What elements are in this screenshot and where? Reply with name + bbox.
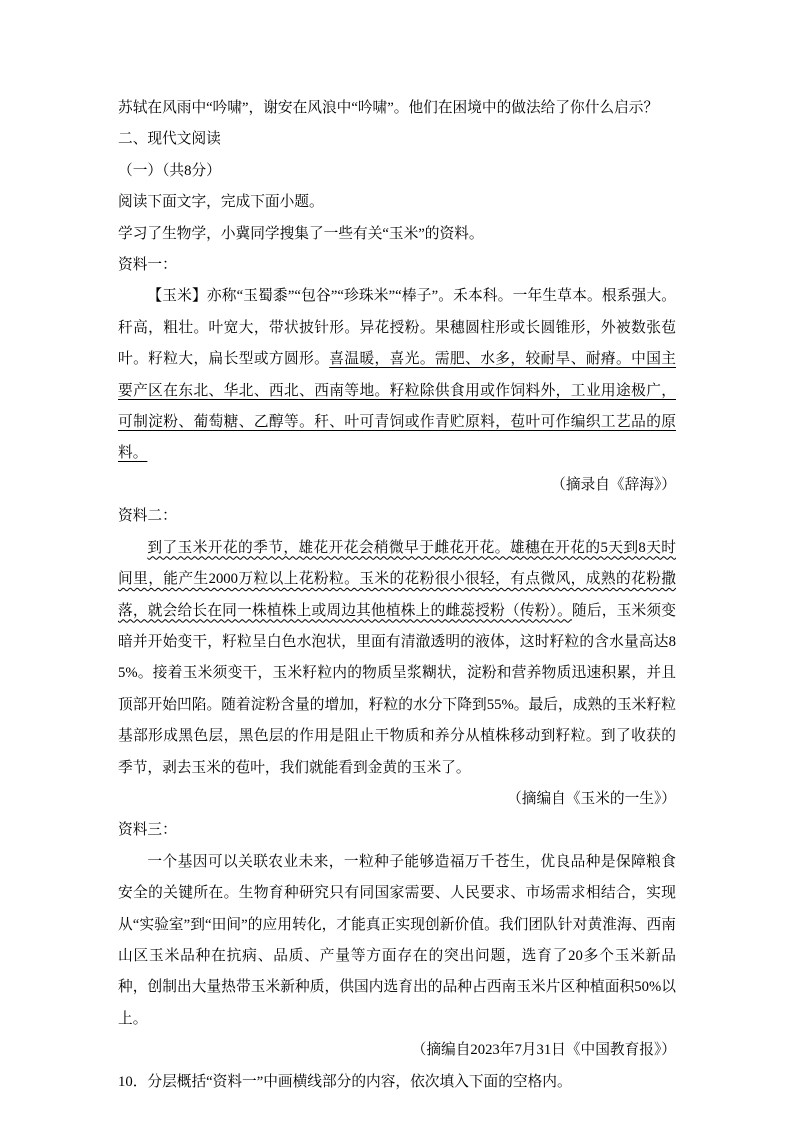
section-heading: 二、现代文阅读 (118, 131, 221, 148)
material-two-label: 资料二： (118, 508, 177, 525)
subsection-heading: （一）（共8分） (118, 162, 221, 179)
material-two-wavy-text: 到了玉米开花的季节，雄花开花会稍微早于雌花开花。雄穗在开花的5天到8天时间里，能产生2000万粒以上花粉粒。玉米的花粉很小很轻，有点微风，成熟的花粉撒落，就会给长在同一株植株上或周边其他植株上的雌蕊授粉（传粉）。 (118, 539, 676, 619)
material-one-label: 资料一： (118, 257, 177, 274)
material-one-paragraph (118, 281, 676, 469)
material-one-underlined-text: 喜温暖，喜光。需肥、水多，较耐旱、耐瘠。中国主要产区在东北、华北、西北、西南等地。籽粒除供食用或作饲料外，工业用途极广，可制淀粉、葡萄糖、乙醇等。秆、叶可青饲或作青贮原料，苞叶可作编织工艺品的原料。 (118, 351, 676, 462)
intro-question: 苏轼在风雨中“吟啸”，谢安在风浪中“吟啸”。他们在困境中的做法给了你什么启示？ (118, 100, 659, 116)
material-two-source: （摘编自《玉米的一生》） (507, 790, 676, 807)
material-one-normal-text: 【玉米】亦称“玉蜀黍”“包谷”“珍珠米”“棒子”。禾本科。一年生草本。根系强大。秆高，粗壮。叶宽大，带状披针形。异花授粉。果穗圆柱形或长圆锥形，外被数张苞叶。籽粒大，扁长型或方圆形。 (118, 288, 676, 368)
context-intro-line: 学习了生物学，小冀同学搜集了一些有关“玉米”的资料。 (118, 225, 484, 242)
material-two-normal-text: 随后，玉米须变暗并开始变干，籽粒呈白色水泡状，里面有清澈透明的液体，这时籽粒的含水量高达85%。接着玉米须变干，玉米籽粒内的物质呈浆糊状，淀粉和营养物质迅速积累，并且顶部开始凹陷。随着淀粉含量的增加，籽粒的水分下降到55%。最后，成熟的玉米籽粒基部形成黑色层，黑色层的作用是阻止干物质和养分从植株移动到籽粒。到了收获的季节，剥去玉米的苞叶，我们就能看到金黄的玉米了。 (118, 602, 676, 776)
material-three-paragraph: 一个基因可以关联农业未来，一粒种子能够造福万千苍生，优良品种是保障粮食安全的关键所在。生物育种研究只有同国家需要、人民要求、市场需求相结合，实现从“实验室”到“田间”的应用转化，才能真正实现创新价值。我们团队针对黄淮海、西南山区玉米品种在抗病、品质、产量等方面存在的突出问题，选育了20多个玉米新品种，创制出大量热带玉米新种质，供国内选育出的品种占西南玉米片区种植面积50%以上。 (118, 853, 676, 1027)
material-three-source: （摘编自2023年7月31日《中国教育报》） (411, 1042, 676, 1059)
material-three-label: 资料三： (118, 822, 177, 839)
material-one-source: （摘录自《辞海》） (551, 476, 676, 493)
instruction-line: 阅读下面文字，完成下面小题。 (118, 194, 324, 211)
question-10-line: 10．分层概括“资料一”中画横线部分的内容，依次填入下面的空格内。 (118, 1073, 572, 1090)
material-two-paragraph (118, 533, 676, 784)
